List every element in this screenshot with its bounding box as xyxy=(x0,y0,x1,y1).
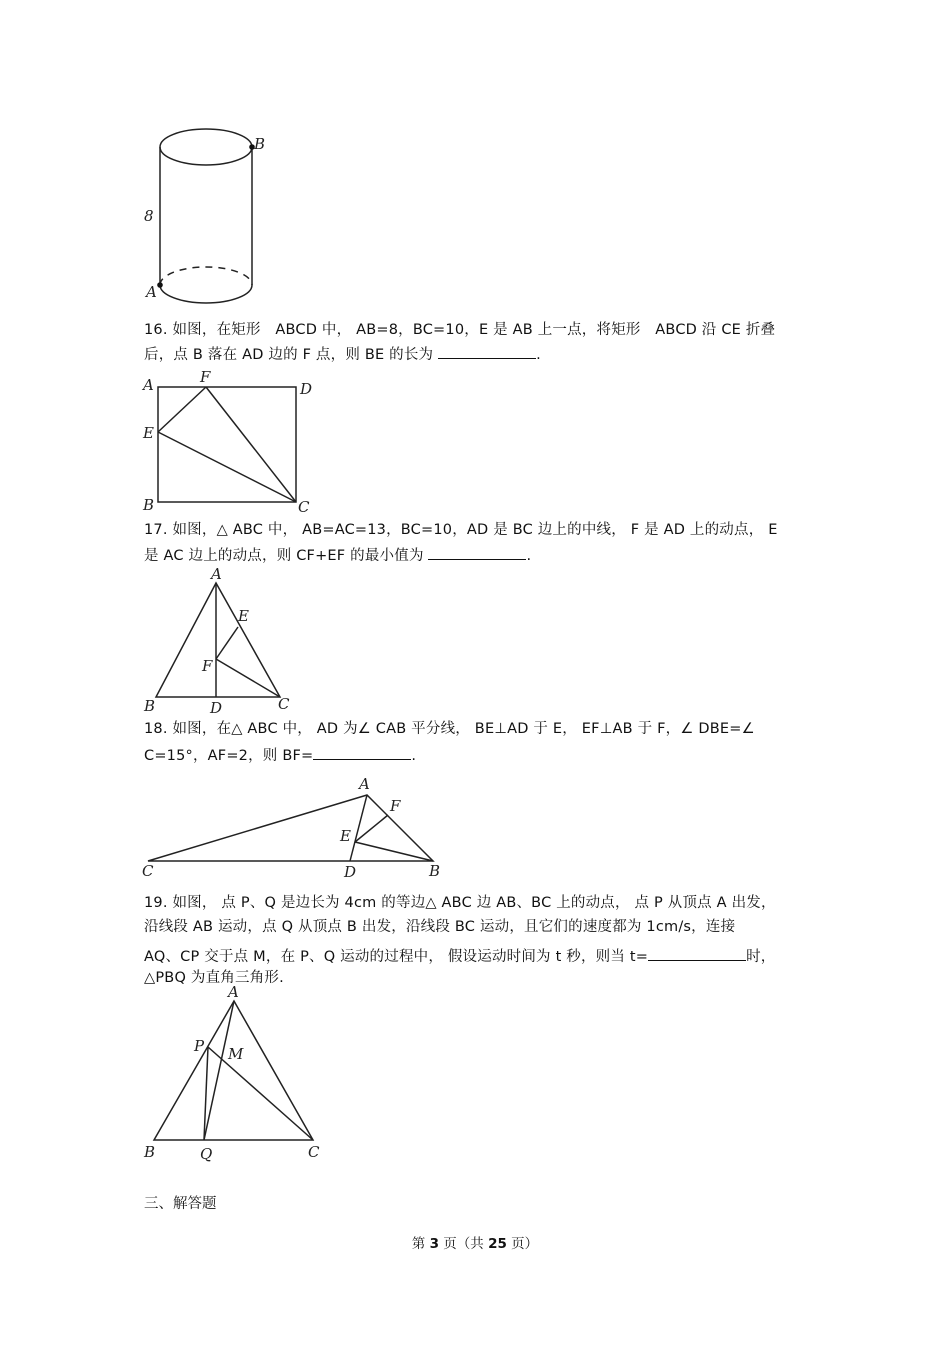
equil-label-c: C xyxy=(308,1143,320,1161)
q17-line2 xyxy=(144,544,809,566)
cylinder-figure xyxy=(140,125,270,305)
cylinder-label-side: 8 xyxy=(144,207,154,225)
footer-total-pages: 25 xyxy=(488,1236,507,1252)
q17-line2-text: 是 AC 边上的动点，则 CF+EF 的最小值为 xyxy=(144,548,429,564)
rect-label-e: E xyxy=(143,424,154,442)
rect-label-a: A xyxy=(143,376,154,394)
iso-label-e: E xyxy=(238,607,249,625)
footer-prefix: 第 xyxy=(411,1236,430,1252)
q18-line2-text: C=15°，AF=2，则 BF= xyxy=(144,748,314,764)
q19-line4: △PBQ 为直角三角形. xyxy=(144,970,284,986)
equil-label-b: B xyxy=(144,1143,156,1161)
equil-label-a: A xyxy=(228,983,239,1001)
isosceles-triangle-figure xyxy=(140,567,300,715)
iso-label-d: D xyxy=(210,699,223,717)
rect-label-b: B xyxy=(143,496,155,514)
q16-line2-end: . xyxy=(536,347,541,363)
equilateral-triangle-figure xyxy=(140,985,330,1165)
q16-line1: 16. 如图，在矩形 ABCD 中， AB=8，BC=10，E 是 AB 上一点，将矩形 ABCD 沿 CE 折叠 xyxy=(144,322,776,338)
q19-line3-text: AQ、CP 交于点 M，在 P、Q 运动的过程中， 假设运动时间为 t 秒，则当 t= xyxy=(144,949,649,965)
obtuse-label-e: E xyxy=(340,827,351,845)
page-footer xyxy=(0,1232,950,1252)
q16-answer-blank xyxy=(438,343,536,359)
rect-label-f: F xyxy=(200,368,211,386)
q19-line3-end: 时， xyxy=(746,949,776,965)
q17-line1: 17. 如图，△ ABC 中， AB=AC=13，BC=10，AD 是 BC 边上的中线， F 是 AD 上的动点， E xyxy=(144,522,778,538)
section-title: 三、解答题 xyxy=(144,1196,217,1212)
obtuse-label-f: F xyxy=(390,797,401,815)
rectangle-figure xyxy=(140,370,320,515)
q18-answer-blank xyxy=(313,744,411,760)
footer-page-number: 3 xyxy=(429,1236,439,1252)
q17-answer-blank xyxy=(428,544,526,560)
rect-label-c: C xyxy=(298,498,310,516)
obtuse-label-a: A xyxy=(359,775,370,793)
q18-line2-end: . xyxy=(411,748,417,764)
rect-label-d: D xyxy=(300,380,313,398)
q17-line2-end: . xyxy=(526,548,532,564)
obtuse-label-c: C xyxy=(142,862,154,880)
iso-label-f: F xyxy=(202,657,213,675)
q18-line2 xyxy=(144,744,809,766)
equil-label-p: P xyxy=(194,1037,205,1055)
q16-line2-text: 后，点 B 落在 AD 边的 F 点，则 BE 的长为 xyxy=(144,347,439,363)
cylinder-label-a: A xyxy=(146,283,157,301)
equil-label-m: M xyxy=(228,1045,244,1063)
q19-line3 xyxy=(144,945,809,967)
footer-suffix: 页） xyxy=(506,1236,539,1252)
q19-line1: 19. 如图， 点 P、Q 是边长为 4cm 的等边△ ABC 边 AB、BC 上的动点， 点 P 从顶点 A 出发， xyxy=(144,895,776,911)
obtuse-label-d: D xyxy=(344,863,357,881)
q16-line2 xyxy=(144,343,809,365)
obtuse-triangle-figure xyxy=(140,773,450,883)
obtuse-label-b: B xyxy=(429,862,441,880)
equil-label-q: Q xyxy=(200,1145,213,1163)
iso-label-a: A xyxy=(211,565,222,583)
cylinder-label-b: B xyxy=(254,135,266,153)
footer-middle: 页（共 xyxy=(439,1236,489,1252)
q18-line1: 18. 如图，在△ ABC 中， AD 为∠ CAB 平分线， BE⊥AD 于 E， EF⊥AB 于 F，∠ DBE=∠ xyxy=(144,721,755,737)
iso-label-c: C xyxy=(278,695,290,713)
iso-label-b: B xyxy=(144,697,156,715)
q19-line2: 沿线段 AB 运动，点 Q 从顶点 B 出发，沿线段 BC 运动，且它们的速度都为 1cm/s，连接 xyxy=(144,919,736,935)
q19-answer-blank xyxy=(648,945,746,961)
